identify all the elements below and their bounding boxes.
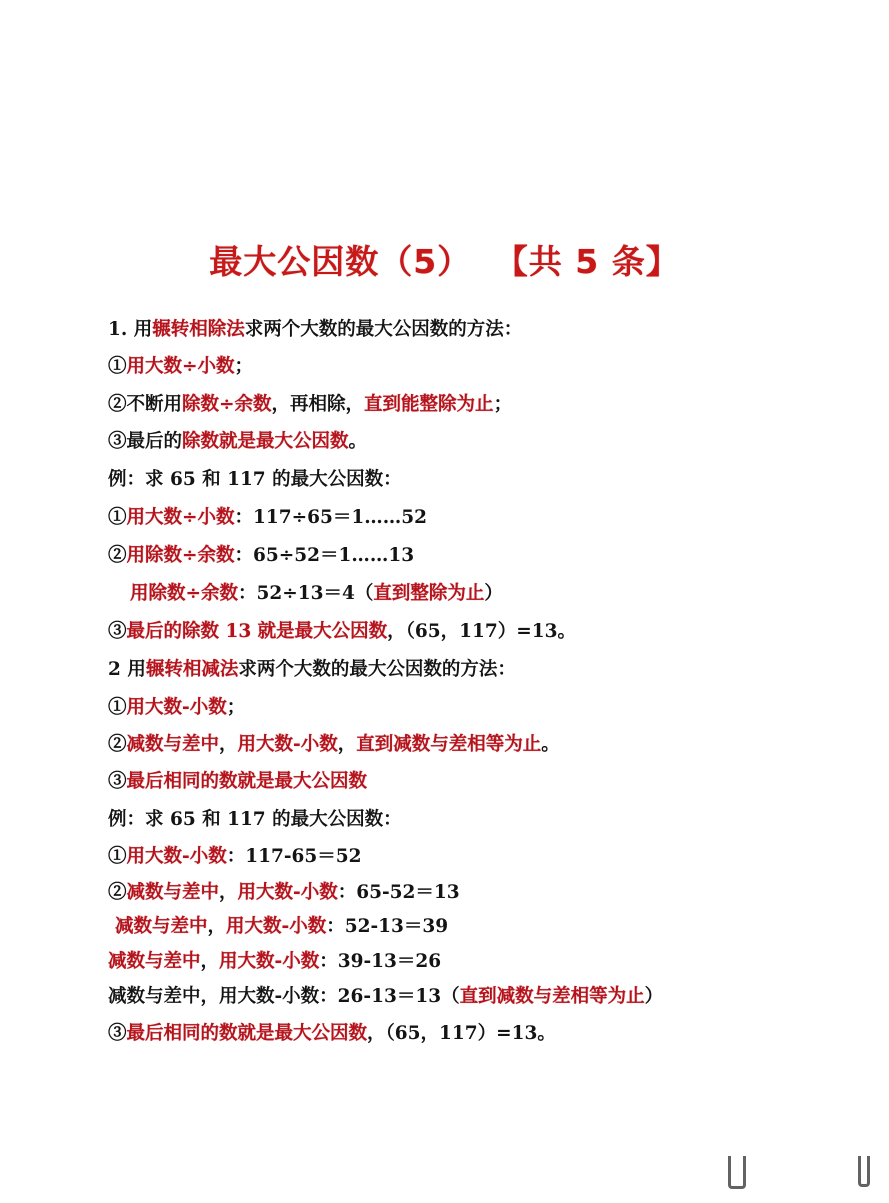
text-line	[108, 696, 245, 720]
text-line	[108, 393, 512, 417]
highlighted-text: 直到整除为止	[373, 583, 485, 604]
body-text: ③	[108, 621, 127, 642]
body-text: 。	[348, 431, 368, 452]
text-line	[108, 620, 576, 644]
body-text: ③	[108, 1023, 127, 1044]
body-text: ；	[226, 697, 246, 718]
body-text: ，	[219, 734, 238, 755]
body-text: ：117÷65＝1……52	[234, 507, 428, 528]
highlighted-text: 用大数÷小数	[126, 356, 235, 377]
highlighted-text: 用大数-小数	[219, 951, 320, 972]
body-text: 1. 用	[108, 319, 153, 340]
body-text: ：65-52＝13	[337, 882, 460, 903]
title-main: 最大公因数（5）	[209, 242, 472, 281]
page-title	[0, 236, 889, 283]
highlighted-text: 用大数-小数	[126, 697, 227, 718]
highlighted-text: 减数与差中	[126, 734, 220, 755]
body-text: 求两个大数的最大公因数的方法：	[244, 319, 523, 340]
text-line	[108, 355, 253, 379]
highlighted-text: 除数就是最大公因数	[182, 431, 349, 452]
highlighted-text: 除数÷余数	[182, 394, 272, 415]
body-text: 2 用	[108, 659, 146, 680]
body-text: ，	[200, 951, 220, 972]
text-line	[108, 506, 427, 530]
body-text: ，	[337, 734, 357, 755]
body-text: ①	[108, 507, 127, 528]
text-line	[108, 658, 516, 682]
body-text: 求两个大数的最大公因数的方法：	[238, 659, 516, 680]
body-text: ①	[108, 697, 127, 718]
body-text: ②不断用	[108, 394, 183, 415]
highlighted-text: 用大数-小数	[126, 846, 227, 867]
body-text: ；	[493, 394, 513, 415]
highlighted-text: 用大数÷小数	[126, 507, 235, 528]
highlighted-text: 用除数÷余数	[130, 583, 239, 604]
text-line	[108, 1022, 556, 1046]
text-line	[108, 770, 367, 794]
body-text: ，再相除，	[271, 394, 365, 415]
text-line	[130, 582, 503, 606]
highlighted-text: 最后的除数 13 就是最大公因数	[126, 621, 388, 642]
text-line	[115, 915, 448, 939]
text-line	[108, 318, 522, 342]
highlighted-text: 辗转相除法	[152, 319, 245, 340]
highlighted-text: 直到减数与差相等为止	[356, 734, 542, 755]
body-text: ，（65，117）=13。	[387, 621, 577, 642]
text-line	[108, 808, 402, 832]
body-text: ）	[484, 583, 503, 604]
text-line	[108, 544, 414, 568]
highlighted-text: 直到减数与差相等为止	[459, 986, 645, 1007]
title-count-badge: 【共 5 条】	[511, 242, 680, 281]
highlighted-text: 用大数-小数	[237, 882, 338, 903]
body-text: ③	[108, 771, 127, 792]
body-text: ①	[108, 356, 127, 377]
body-text: 例：求 65 和 117 的最大公因数：	[108, 469, 402, 490]
body-text: ）	[644, 986, 664, 1007]
body-text: ②	[108, 734, 127, 755]
body-text: ，	[219, 882, 238, 903]
highlighted-text: 用大数-小数	[237, 734, 338, 755]
body-text: 例：求 65 和 117 的最大公因数：	[108, 809, 402, 830]
body-text: ③最后的	[108, 431, 183, 452]
highlighted-text: 减数与差中	[115, 916, 208, 937]
highlighted-text: 最后相同的数就是最大公因数	[126, 771, 368, 792]
text-line	[108, 468, 402, 492]
highlighted-text: 最后相同的数就是最大公因数	[126, 1023, 368, 1044]
body-text: ，（65，117）=13。	[367, 1023, 556, 1044]
body-text: ②	[108, 545, 127, 566]
body-text: ：117-65＝52	[226, 846, 362, 867]
body-text: ，	[207, 916, 227, 937]
highlighted-text: 用除数÷余数	[126, 545, 235, 566]
text-line	[108, 845, 362, 869]
text-line	[108, 733, 560, 757]
highlighted-text: 减数与差中	[108, 951, 201, 972]
body-text: ；	[234, 356, 254, 377]
scan-mark-left	[728, 1156, 746, 1189]
text-line	[108, 430, 367, 454]
body-text: 。	[541, 734, 560, 755]
text-line	[108, 950, 441, 974]
highlighted-text: 减数与差中	[126, 882, 220, 903]
body-text: ：65÷52＝1……13	[234, 545, 415, 566]
highlighted-text: 辗转相减法	[145, 659, 239, 680]
body-text: ：52-13＝39	[326, 916, 449, 937]
body-text: ②	[108, 882, 127, 903]
highlighted-text: 用大数-小数	[226, 916, 327, 937]
body-text: ①	[108, 846, 127, 867]
text-line	[108, 985, 663, 1009]
scan-mark-right	[858, 1156, 870, 1187]
body-text: 减数与差中，用大数-小数：26-13＝13（	[108, 986, 460, 1007]
highlighted-text: 直到能整除为止	[364, 394, 494, 415]
body-text: ：39-13＝26	[319, 951, 442, 972]
text-line	[108, 881, 460, 905]
body-text: ：52÷13＝4（	[238, 583, 374, 604]
